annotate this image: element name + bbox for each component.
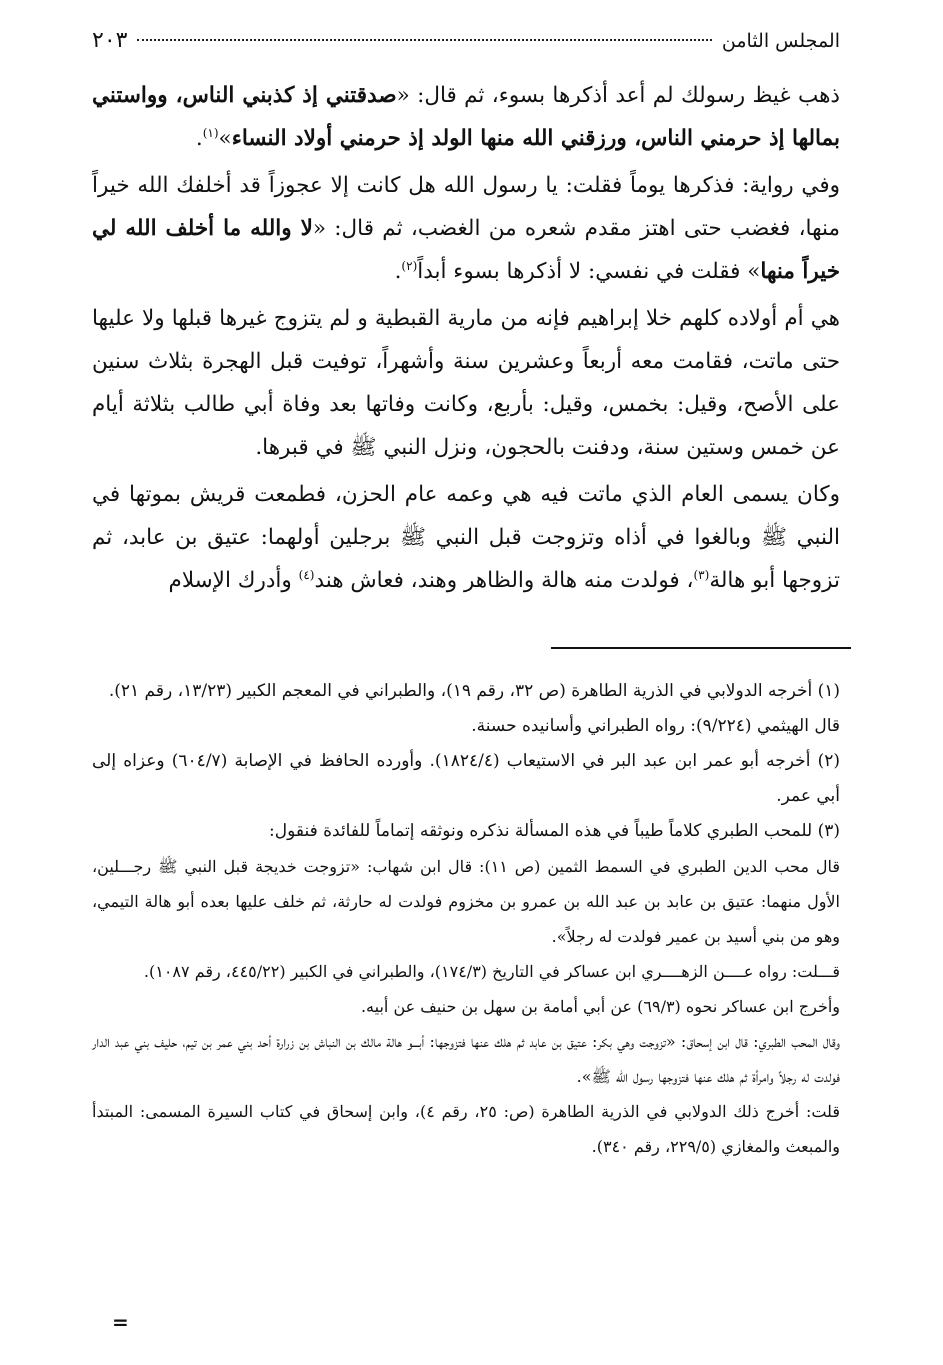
paragraph-4 (92, 473, 840, 602)
footnote-ref[interactable]: (٤) (298, 567, 315, 582)
footnotes (92, 674, 840, 1164)
text-span: . (195, 126, 203, 151)
footnote-note: قـــلت: رواه عــــن الزهــــري ابن عساكر في التاريخ (١٧٤/٣)، والطبراني في الكبير (٤٤٥/٢٢، رقم ١٠٨٧). (143, 962, 840, 981)
footnote-1: (١) أخرجه الدولابي في الذرية الطاهرة (ص ٣٢، رقم ١٩)، والطبراني في المعجم الكبير (١٣/٢٣، رقم ٢١). (108, 681, 840, 701)
text-span: » (218, 126, 232, 151)
text-span: » فقلت في نفسي: لا أذكرها بسوء أبداً (417, 259, 761, 284)
page-body (92, 28, 840, 606)
text-span: وفي رواية: فذكرها يوماً فقلت: يا رسول الله هل كانت إلا عجوزاً قد أخلفك الله خيراً منها، فغضب حتى اهتز مقدم شعره من الغضب، ثم قال: « (92, 173, 840, 241)
continuation-mark: = (112, 1310, 129, 1334)
footnote-2: (٢) أخرجه أبو عمر ابن عبد البر في الاستيعاب (١٨٢٤/٤). وأورده الحافظ في الإصابة (٦٠٤/٧) وعزاه إلى أبي عمر. (92, 751, 840, 806)
text-span: . (394, 259, 402, 284)
paragraph-1 (92, 74, 840, 160)
footnote-ref[interactable]: (١) (202, 125, 219, 140)
text-span: وكان يسمى العام الذي ماتت فيه هي وعمه عام الحزن، فطمعت قريش بموتها في النبي ﷺ وبالغوا في أذاه وتزوجت قبل النبي ﷺ برجلين أولهما: عتيق بن عابد، ثم تزوجها أبو هالة (92, 482, 840, 593)
footnote-ref[interactable]: (٢) (401, 258, 418, 273)
paragraph-3: هي أم أولاده كلهم خلا إبراهيم فإنه من مارية القبطية و لم يتزوج غيرها قبلها ولا عليها حتى ماتت، فقامت معه أربعاً وعشرين سنة وأشهراً، توفيت قبل الهجرة بثلاث سنين على الأصح، وقيل: بخمس، وقيل: بأربع، وكانت وفاتها بعد وفاة أبي طالب بثلاثة أيام عن خمس وستين سنة، ودفنت بالحجون، ونزل النبي ﷺ في قبرها. (92, 306, 840, 460)
running-header (92, 28, 840, 74)
footnote-note: وقال المحب الطبري: قال ابن إسحاق: «تزوجت وهي بكر: عتيق بن عابد ثم هلك عنها فتزوجها: أبـــو هالة مالك بن النباش بن زرارة أحد بني عمر بن تيم، حليف بني عبد الدار فولدت له رجلاً وامرأة ثم هلك عنها فتزوجها رسول الله ﷺ». (92, 1032, 841, 1086)
footnote-3: (٣) للمحب الطبري كلاماً طيباً في هذه المسألة نذكره ونوثقه إتماماً للفائدة فنقول: (269, 821, 840, 841)
footnote-note: قال الهيثمي (٩/٢٢٤): رواه الطبراني وأسانيده حسنة. (471, 716, 840, 736)
footnote-note: قال محب الدين الطبري في السمط الثمين (ص ١١): قال ابن شهاب: «تزوجت خديجة قبل النبي ﷺ رجـــلين، الأول منهما: عتيق بن عابد بن عبد الله بن عمرو بن مخزوم فولدت له حارثة، ثم خلف عليها بعده أبو هالة التيمي، وهو من بني أسيد بن عمير فولدت له رجلاً». (92, 857, 841, 946)
footnote-ref[interactable]: (٣) (693, 567, 710, 582)
text-span: ، فولدت منه هالة والظاهر وهند، فعاش هند (314, 568, 694, 593)
footnote-note: وأخرج ابن عساكر نحوه (٦٩/٣) عن أبي أمامة بن سهل بن حنيف عن أبيه. (360, 997, 840, 1016)
header-leader-dots (137, 39, 711, 41)
quoted-text: صدقتني إذ كذبني الناس، وواستني بمالها إذ حرمني الناس، ورزقني الله منها الولد إذ حرمني أولاد النساء (92, 83, 840, 151)
quoted-text: لا والله ما أخلف الله لي خيراً منها (92, 216, 840, 284)
text-span: وأدرك الإسلام (168, 568, 299, 593)
text-span: ذهب غيظ رسولك لم أعد أذكرها بسوء، ثم قال: « (396, 83, 840, 108)
main-text (92, 74, 840, 602)
footnote-note: قلت: أخرج ذلك الدولابي في الذرية الطاهرة (ص: ٢٥، رقم ٤)، وابن إسحاق في كتاب السيرة المسمى: المبتدأ والمبعث والمغازي (٢٢٩/٥، رقم ٣٤٠). (92, 1102, 841, 1156)
footnote-separator (551, 647, 851, 649)
chapter-title: المجلس الثامن (721, 30, 840, 52)
page-number: ٢٠٣ (92, 28, 128, 53)
paragraph-2 (92, 164, 840, 293)
